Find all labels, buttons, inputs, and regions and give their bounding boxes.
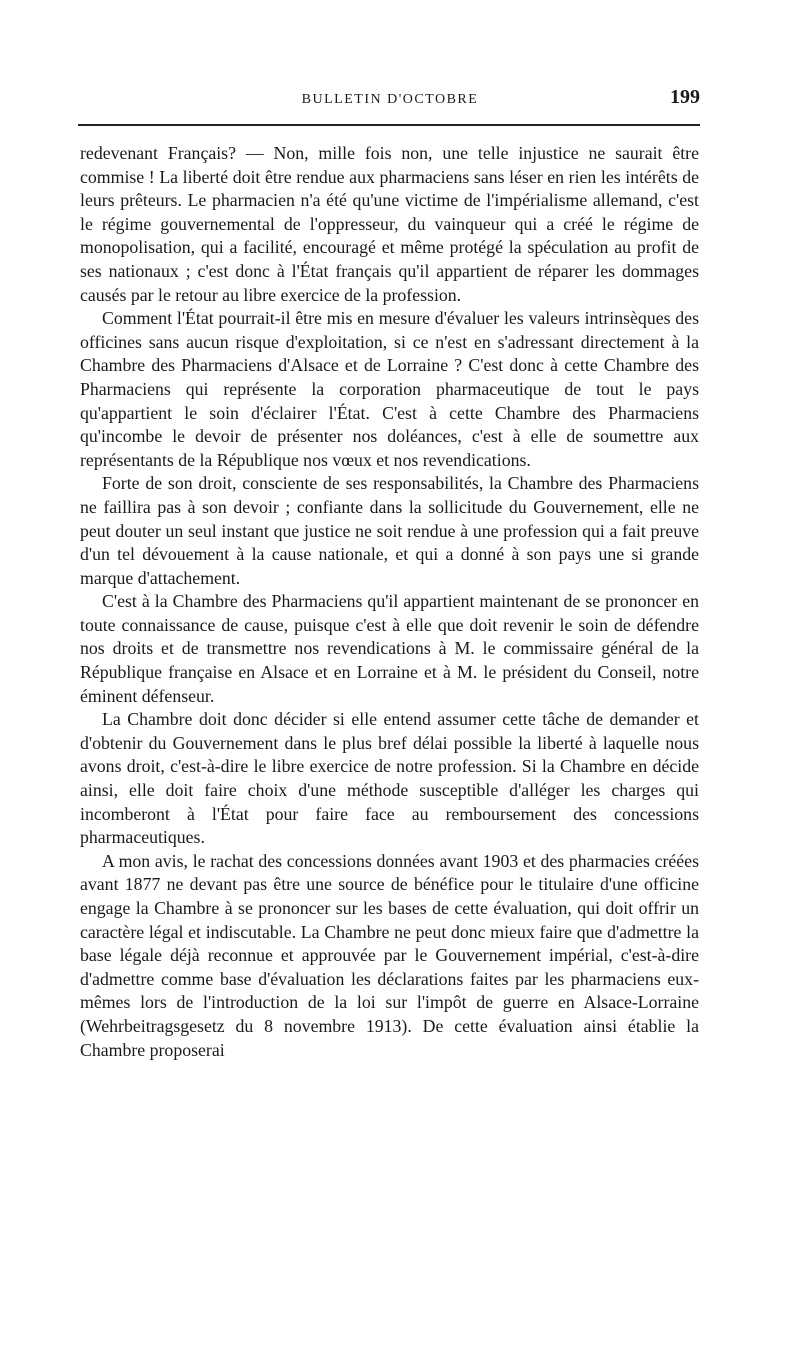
header-rule (78, 124, 700, 126)
paragraph: Forte de son droit, consciente de ses responsabilités, la Chambre des Pharmaciens ne faillira pas à son devoir ; confiante dans la sollicitude du Gouvernement, elle ne peut douter un seul instant que justice ne soit rendue à une profession qui a fait preuve d'un tel dévouement à la cause nationale, et qui a donné à son pays une si grande marque d'attachement. (80, 473, 699, 588)
page-number: 199 (670, 86, 700, 108)
paragraph: Comment l'État pourrait-il être mis en mesure d'évaluer les valeurs intrinsèques des officines sans aucun risque d'exploitation, si ce n'est en s'adressant directement à la Chambre des Pharmaciens d'Alsace et de Lorraine ? C'est donc à cette Chambre des Pharmaciens qui représente la corporation pharmaceutique de tout le pays qu'appartient le soin d'éclairer l'État. C'est à cette Chambre des Pharmaciens qu'incombe le devoir de présenter nos doléances, c'est à elle de soumettre aux représentants de la République nos vœux et nos revendications. (80, 308, 699, 470)
paragraph: redevenant Français? — Non, mille fois non, une telle injustice ne saurait être commise ! La liberté doit être rendue aux pharmaciens sans léser en rien les intérêts de leurs prêteurs. Le pharmacien n'a été qu'une victime de l'impérialisme allemand, c'est le régime gouvernemental de l'oppresseur, du vainqueur qui a créé le régime de monopolisation, qui a facilité, encouragé et même protégé la spéculation au profit de ses nationaux ; c'est donc à l'État français qu'il appartient de réparer les dommages causés par le retour au libre exercice de la profession. (80, 143, 699, 305)
page-header (80, 86, 700, 116)
paragraph: A mon avis, le rachat des concessions données avant 1903 et des pharmacies créées avant 1877 ne devant pas être une source de bénéfice pour le titulaire d'une officine engage la Chambre à se prononcer sur les bases de cette évaluation, qui doit offrir un caractère légal et indiscutable. La Chambre ne peut donc mieux faire que d'admettre la base légale déjà reconnue et approuvée par le Gouvernement impérial, c'est-à-dire d'admettre comme base d'évaluation les déclarations faites par les pharmaciens eux-mêmes lors de l'introduction de la loi sur l'impôt de guerre en Alsace-Lorraine (Wehrbeitragsgesetz du 8 novembre 1913). De cette évaluation ainsi établie la Chambre proposerai (80, 850, 699, 1060)
running-title: BULLETIN D'OCTOBRE (301, 92, 479, 107)
paragraph: La Chambre doit donc décider si elle entend assumer cette tâche de demander et d'obtenir du Gouvernement dans le plus bref délai possible la liberté à laquelle nous avons droit, c'est-à-dire le libre exercice de notre profession. Si la Chambre en décide ainsi, elle doit faire choix d'une méthode susceptible d'alléger les charges qui incomberont à l'État pour faire face au remboursement des concessions pharmaceutiques. (80, 709, 699, 848)
body-text (80, 142, 699, 1062)
paragraph: C'est à la Chambre des Pharmaciens qu'il appartient maintenant de se prononcer en toute connaissance de cause, puisque c'est à elle que doit revenir le soin de défendre nos droits et de transmettre nos revendications à M. le commissaire général de la République française en Alsace et en Lorraine et à M. le président du Conseil, notre éminent défenseur. (80, 591, 699, 706)
